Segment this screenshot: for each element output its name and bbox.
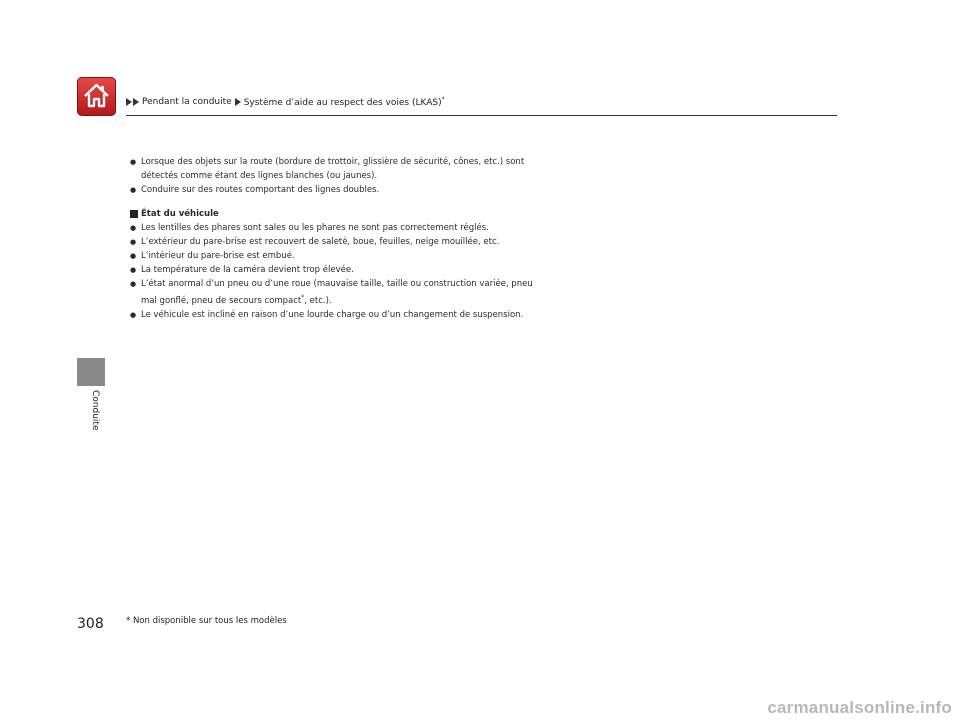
list-item: ● L’extérieur du pare-brise est recouvert de saleté, boue, feuilles, neige mouillée, etc. bbox=[130, 235, 570, 249]
list-item: ● La température de la caméra devient trop élevée. bbox=[130, 263, 570, 277]
chapter-label: Conduite bbox=[90, 390, 100, 431]
section-heading: État du véhicule bbox=[130, 207, 570, 221]
watermark: carmanualsonline.info bbox=[767, 698, 952, 717]
home-button[interactable] bbox=[77, 77, 116, 116]
list-item: ● Lorsque des objets sur la route (bordure de trottoir, glissière de sécurité, cônes, etc.) sont détectés comme étant des lignes blanches (ou jaunes). bbox=[130, 155, 570, 183]
footnote: * Non disponible sur tous les modèles bbox=[126, 616, 287, 626]
list-item: ● Conduire sur des routes comportant des lignes doubles. bbox=[130, 183, 570, 197]
breadcrumb-item-lkas[interactable]: Système d’aide au respect des voies (LKAS)* bbox=[243, 96, 445, 108]
main-content bbox=[130, 155, 570, 322]
home-icon bbox=[82, 81, 111, 110]
header-divider bbox=[126, 115, 837, 116]
breadcrumb-arrow-icon bbox=[133, 98, 139, 106]
list-item: ● L’état anormal d’un pneu ou d’une roue (mauvaise taille, taille ou construction variée, pneu mal gonflé, pneu de secours compact*, etc.). bbox=[130, 277, 570, 308]
asterisk-mark: * bbox=[441, 96, 445, 103]
breadcrumb-arrow-icon bbox=[126, 98, 132, 106]
breadcrumb-arrow-icon bbox=[235, 98, 241, 106]
page-number: 308 bbox=[77, 616, 104, 632]
asterisk-mark: * bbox=[301, 294, 305, 301]
list-item: ● Les lentilles des phares sont sales ou les phares ne sont pas correctement réglés. bbox=[130, 221, 570, 235]
chapter-tab[interactable] bbox=[77, 358, 105, 386]
list-item: ● Le véhicule est incliné en raison d’une lourde charge ou d’un changement de suspension. bbox=[130, 308, 570, 322]
breadcrumb-item-driving[interactable]: Pendant la conduite bbox=[142, 97, 232, 107]
square-bullet-icon bbox=[130, 210, 138, 218]
list-item: ● L’intérieur du pare-brise est embué. bbox=[130, 249, 570, 263]
breadcrumb bbox=[126, 96, 448, 108]
